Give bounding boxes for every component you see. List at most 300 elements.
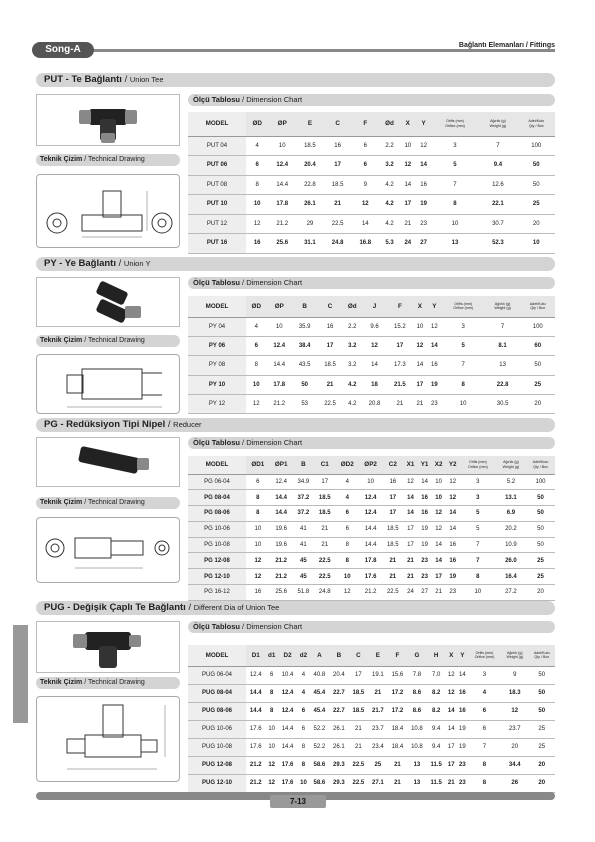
value-cell: 4.2 (379, 195, 400, 215)
value-cell: 5 (432, 156, 479, 176)
value-cell: 12 (246, 553, 270, 569)
value-cell: 4 (246, 317, 267, 336)
table-row (188, 684, 555, 702)
value-cell: 45 (293, 553, 314, 569)
value-cell: 4 (335, 474, 359, 490)
column-header: A (310, 645, 330, 666)
value-cell: 14.4 (267, 356, 292, 375)
value-cell: 50 (526, 537, 555, 553)
model-cell: PY 04 (188, 317, 246, 336)
product-photo-py (36, 277, 180, 327)
column-header: Ağırlık (g) Weight (g) (485, 296, 521, 317)
value-cell: 12 (400, 156, 416, 176)
value-cell: 50 (526, 521, 555, 537)
value-cell: 60 (521, 336, 555, 355)
value-cell: 14 (413, 356, 428, 375)
value-cell: 14 (457, 666, 468, 684)
column-header: ØP (268, 112, 296, 136)
value-cell: 16 (418, 506, 432, 522)
model-cell: PUT 16 (188, 234, 246, 254)
value-cell: 10 (359, 474, 382, 490)
value-cell: 26 (501, 774, 529, 792)
reducer-fitting-image (37, 438, 179, 486)
value-cell: 8 (246, 356, 267, 375)
value-cell: 14 (432, 537, 446, 553)
value-cell: 17.6 (246, 720, 266, 738)
value-cell: 58.6 (310, 756, 330, 774)
value-cell: 23 (416, 214, 432, 234)
column-header: G (407, 645, 427, 666)
value-cell: 21.2 (270, 553, 293, 569)
value-cell: 3 (442, 317, 485, 336)
column-header: D2 (278, 645, 298, 666)
column-header: ØP (267, 296, 292, 317)
value-cell: 8.2 (427, 684, 446, 702)
value-cell: 10 (267, 317, 292, 336)
value-cell: 10 (246, 521, 270, 537)
value-cell: 3.2 (379, 156, 400, 176)
column-header: Adet/Kutu Qty / Box (526, 456, 555, 474)
tech-drawing-label-pug: Teknik Çizim / Technical Drawing (36, 677, 180, 689)
value-cell: 8 (442, 375, 485, 394)
value-cell: 6 (468, 702, 501, 720)
value-cell: 16 (416, 175, 432, 195)
header-category: Bağlantı Elemanları / Fittings (458, 42, 555, 49)
value-cell: 8.6 (407, 702, 427, 720)
value-cell: 18.4 (388, 720, 408, 738)
value-cell: 20 (521, 395, 555, 414)
column-header: ØD (246, 296, 267, 317)
value-cell: 18.5 (382, 537, 403, 553)
value-cell: 13 (485, 356, 521, 375)
value-cell: 52.3 (478, 234, 517, 254)
value-cell: 29 (296, 214, 324, 234)
value-cell: 21.2 (246, 756, 266, 774)
value-cell: 14.4 (359, 537, 382, 553)
value-cell: 18.5 (314, 490, 335, 506)
y-fitting-image (37, 278, 179, 326)
value-cell: 8 (432, 195, 479, 215)
value-cell: 38.4 (292, 336, 317, 355)
column-header: E (368, 645, 388, 666)
column-header: D1 (246, 645, 266, 666)
value-cell: 21.7 (368, 702, 388, 720)
value-cell: 18 (362, 375, 387, 394)
value-cell: 12 (446, 490, 460, 506)
value-cell: 21 (324, 195, 352, 215)
value-cell: 19.6 (270, 537, 293, 553)
table-header-row (188, 112, 555, 136)
value-cell: 21 (432, 585, 446, 601)
value-cell: 4 (335, 490, 359, 506)
value-cell: 12.4 (246, 666, 266, 684)
value-cell: 19.6 (270, 521, 293, 537)
value-cell: 18.5 (324, 175, 352, 195)
value-cell: 12 (246, 395, 267, 414)
value-cell: 30.5 (485, 395, 521, 414)
value-cell: 21 (349, 720, 369, 738)
value-cell: 12.4 (359, 490, 382, 506)
column-header: Ød (343, 296, 362, 317)
model-cell: PY 08 (188, 356, 246, 375)
value-cell: 7 (485, 317, 521, 336)
value-cell: 12 (446, 684, 457, 702)
column-header: MODEL (188, 112, 246, 136)
value-cell: 9.4 (478, 156, 517, 176)
table-row (188, 506, 555, 522)
value-cell: 25.6 (268, 234, 296, 254)
value-cell: 11.5 (427, 756, 446, 774)
value-cell: 17 (314, 474, 335, 490)
value-cell: 21 (413, 395, 428, 414)
top-rule (92, 49, 555, 52)
column-header: X2 (432, 456, 446, 474)
value-cell: 16 (324, 136, 352, 156)
value-cell: 14 (432, 553, 446, 569)
column-header: ØD2 (335, 456, 359, 474)
value-cell: 8 (468, 774, 501, 792)
value-cell: 5 (442, 336, 485, 355)
column-header: X (400, 112, 416, 136)
value-cell: 22.5 (317, 395, 342, 414)
value-cell: 8.6 (407, 684, 427, 702)
model-cell: PUG 08-06 (188, 702, 246, 720)
value-cell: 21 (349, 738, 369, 756)
different-dia-tee-image (37, 622, 179, 672)
value-cell: 4 (246, 136, 268, 156)
value-cell: 27.2 (496, 585, 526, 601)
value-cell: 8 (266, 702, 278, 720)
value-cell: 20.2 (496, 521, 526, 537)
value-cell: 21 (400, 214, 416, 234)
column-header: J (362, 296, 387, 317)
value-cell: 12 (416, 136, 432, 156)
value-cell: 18.5 (317, 356, 342, 375)
value-cell: 17.8 (267, 375, 292, 394)
value-cell: 45.4 (310, 702, 330, 720)
value-cell: 18.3 (501, 684, 529, 702)
value-cell: 24.8 (314, 585, 335, 601)
value-cell: 25 (529, 738, 555, 756)
table-row (188, 553, 555, 569)
value-cell: 22.8 (485, 375, 521, 394)
value-cell: 4.2 (379, 175, 400, 195)
top-bar (32, 42, 555, 56)
value-cell: 4 (297, 666, 309, 684)
value-cell: 50 (526, 490, 555, 506)
value-cell: 25 (368, 756, 388, 774)
value-cell: 53 (292, 395, 317, 414)
value-cell: 21 (388, 774, 408, 792)
table-row (188, 195, 555, 215)
column-header: X (446, 645, 457, 666)
value-cell: 16 (382, 474, 403, 490)
value-cell: 25.6 (270, 585, 293, 601)
value-cell: 23 (457, 774, 468, 792)
dimension-chart-label-pg: Ölçü Tablosu / Dimension Chart (188, 437, 555, 449)
value-cell: 6 (351, 136, 379, 156)
value-cell: 19 (427, 375, 442, 394)
value-cell: 10.8 (407, 720, 427, 738)
value-cell: 26.1 (329, 720, 349, 738)
value-cell: 19 (457, 720, 468, 738)
value-cell: 10 (518, 234, 556, 254)
table-row (188, 521, 555, 537)
value-cell: 12 (432, 506, 446, 522)
dimension-table-pug (188, 645, 555, 793)
value-cell: 25 (518, 195, 556, 215)
technical-drawing-put (36, 174, 180, 248)
value-cell: 14 (446, 702, 457, 720)
column-header: ØP1 (270, 456, 293, 474)
value-cell: 21 (382, 569, 403, 585)
value-cell: 26.1 (329, 738, 349, 756)
column-header: B (293, 456, 314, 474)
value-cell: 5 (460, 521, 496, 537)
value-cell: 12.6 (478, 175, 517, 195)
model-cell: PUG 12-10 (188, 774, 246, 792)
value-cell: 52.2 (310, 738, 330, 756)
value-cell: 7.8 (407, 666, 427, 684)
value-cell: 12 (403, 474, 417, 490)
value-cell: 18.5 (349, 684, 369, 702)
value-cell: 20.8 (362, 395, 387, 414)
table-row (188, 720, 555, 738)
value-cell: 24 (403, 585, 417, 601)
dimension-table-py (188, 296, 555, 414)
table-row (188, 234, 555, 254)
value-cell: 31.1 (296, 234, 324, 254)
column-header: F (388, 645, 408, 666)
value-cell: 12 (446, 474, 460, 490)
value-cell: 21 (403, 569, 417, 585)
column-header: d2 (297, 645, 309, 666)
value-cell: 23 (418, 553, 432, 569)
value-cell: 17 (403, 521, 417, 537)
table-row (188, 490, 555, 506)
value-cell: 16.8 (351, 234, 379, 254)
section-title-pug: PUG - Değişik Çaplı Te Bağlantı / Different Dia of Union Tee (36, 601, 555, 615)
value-cell: 19 (418, 537, 432, 553)
column-header: MODEL (188, 296, 246, 317)
value-cell: 16 (317, 317, 342, 336)
model-cell: PG 08-06 (188, 506, 246, 522)
value-cell: 34.4 (501, 756, 529, 774)
value-cell: 24.8 (324, 234, 352, 254)
value-cell: 20.4 (296, 156, 324, 176)
value-cell: 14 (446, 720, 457, 738)
value-cell: 14.4 (270, 490, 293, 506)
column-header: Y (457, 645, 468, 666)
column-header: ØD (246, 112, 268, 136)
value-cell: 100 (526, 474, 555, 490)
value-cell: 3.2 (343, 356, 362, 375)
value-cell: 40.8 (310, 666, 330, 684)
value-cell: 17 (432, 569, 446, 585)
value-cell: 12 (266, 756, 278, 774)
column-header: Ağırlık (g) Weight (g) (478, 112, 517, 136)
table-row (188, 537, 555, 553)
value-cell: 19 (457, 738, 468, 756)
column-header: B (292, 296, 317, 317)
value-cell: 12.4 (268, 156, 296, 176)
y-drawing-diagram (37, 355, 179, 413)
table-row (188, 175, 555, 195)
value-cell: 14 (446, 521, 460, 537)
model-cell: PG 16-12 (188, 585, 246, 601)
table-header-row (188, 456, 555, 474)
value-cell: 45.4 (310, 684, 330, 702)
model-cell: PUG 10-06 (188, 720, 246, 738)
table-row (188, 569, 555, 585)
model-cell: PUT 04 (188, 136, 246, 156)
value-cell: 2.2 (379, 136, 400, 156)
value-cell: 5.3 (379, 234, 400, 254)
value-cell: 41 (293, 537, 314, 553)
value-cell: 19 (416, 195, 432, 215)
value-cell: 17 (403, 537, 417, 553)
value-cell: 14.4 (246, 702, 266, 720)
value-cell: 22.5 (382, 585, 403, 601)
value-cell: 10 (246, 375, 267, 394)
value-cell: 20 (518, 214, 556, 234)
value-cell: 17 (349, 666, 369, 684)
value-cell: 29.3 (329, 756, 349, 774)
value-cell: 21 (382, 553, 403, 569)
column-header: X1 (403, 456, 417, 474)
value-cell: 50 (521, 356, 555, 375)
value-cell: 8 (246, 506, 270, 522)
column-header: Ød (379, 112, 400, 136)
value-cell: 8.1 (485, 336, 521, 355)
value-cell: 21.2 (267, 395, 292, 414)
technical-drawing-pg (36, 517, 180, 583)
value-cell: 21 (314, 521, 335, 537)
value-cell: 12 (446, 666, 457, 684)
value-cell: 19.1 (368, 666, 388, 684)
value-cell: 18.4 (388, 738, 408, 756)
model-cell: PY 06 (188, 336, 246, 355)
tech-drawing-label-put: Teknik Çizim / Technical Drawing (36, 154, 180, 166)
section-title-pg: PG - Redüksiyon Tipi Nipel / Reducer (36, 418, 555, 432)
value-cell: 14.4 (270, 506, 293, 522)
value-cell: 16.4 (496, 569, 526, 585)
value-cell: 12 (501, 702, 529, 720)
technical-drawing-py (36, 354, 180, 414)
value-cell: 50 (529, 684, 555, 702)
value-cell: 3 (432, 136, 479, 156)
tech-drawing-label-pg: Teknik Çizim / Technical Drawing (36, 497, 180, 509)
column-header: Ağırlık (g) Weight (g) (501, 645, 529, 666)
column-header: Orifis (mm) Orifice (mm) (442, 296, 485, 317)
value-cell: 17.6 (359, 569, 382, 585)
value-cell: 16 (246, 234, 268, 254)
table-row (188, 585, 555, 601)
value-cell: 22.7 (329, 684, 349, 702)
value-cell: 50 (529, 702, 555, 720)
value-cell: 21.2 (359, 585, 382, 601)
value-cell: 18.5 (296, 136, 324, 156)
value-cell: 13 (432, 234, 479, 254)
value-cell: 16 (457, 684, 468, 702)
value-cell: 21 (314, 537, 335, 553)
column-header: MODEL (188, 645, 246, 666)
column-header: Y (427, 296, 442, 317)
value-cell: 10 (246, 537, 270, 553)
value-cell: 6 (297, 702, 309, 720)
value-cell: 9.4 (427, 720, 446, 738)
table-row (188, 317, 555, 336)
value-cell: 14 (416, 156, 432, 176)
column-header: Orifis (mm) Orifice (mm) (432, 112, 479, 136)
value-cell: 3.2 (343, 336, 362, 355)
table-row (188, 375, 555, 394)
value-cell: 8 (468, 756, 501, 774)
value-cell: 15.2 (387, 317, 412, 336)
value-cell: 20.4 (329, 666, 349, 684)
column-header: F (351, 112, 379, 136)
value-cell: 9.4 (427, 738, 446, 756)
value-cell: 10 (266, 738, 278, 756)
value-cell: 17 (324, 156, 352, 176)
value-cell: 18.5 (349, 702, 369, 720)
value-cell: 6 (468, 720, 501, 738)
dimension-chart-label-put: Ölçü Tablosu / Dimension Chart (188, 94, 555, 106)
column-header: Y1 (418, 456, 432, 474)
column-header: Y (416, 112, 432, 136)
value-cell: 34.9 (293, 474, 314, 490)
value-cell: 14.4 (359, 521, 382, 537)
value-cell: 21 (388, 756, 408, 774)
value-cell: 17.8 (359, 553, 382, 569)
value-cell: 27.1 (368, 774, 388, 792)
value-cell: 17 (382, 490, 403, 506)
value-cell: 14 (418, 474, 432, 490)
table-row (188, 395, 555, 414)
value-cell: 10 (268, 136, 296, 156)
product-photo-put (36, 94, 180, 146)
value-cell: 50 (526, 506, 555, 522)
value-cell: 21.2 (246, 774, 266, 792)
table-row (188, 214, 555, 234)
value-cell: 6 (351, 156, 379, 176)
value-cell: 14 (446, 506, 460, 522)
value-cell: 6.9 (496, 506, 526, 522)
value-cell: 8 (460, 569, 496, 585)
column-header: X (413, 296, 428, 317)
column-header: C1 (314, 456, 335, 474)
product-photo-pug (36, 621, 180, 673)
value-cell: 21 (403, 553, 417, 569)
model-cell: PUG 10-08 (188, 738, 246, 756)
table-row (188, 666, 555, 684)
value-cell: 14.4 (246, 684, 266, 702)
value-cell: 20 (529, 774, 555, 792)
value-cell: 10 (246, 195, 268, 215)
dimension-chart-label-pug: Ölçü Tablosu / Dimension Chart (188, 621, 555, 633)
table-row (188, 774, 555, 792)
value-cell: 8 (335, 553, 359, 569)
value-cell: 23 (446, 585, 460, 601)
value-cell: 17.6 (278, 756, 298, 774)
model-cell: PUG 12-08 (188, 756, 246, 774)
section-title-py: PY - Ye Bağlantı / Union Y (36, 257, 555, 271)
value-cell: 17 (382, 506, 403, 522)
value-cell: 10.9 (496, 537, 526, 553)
value-cell: 14.4 (268, 175, 296, 195)
value-cell: 50 (518, 156, 556, 176)
value-cell: 16 (418, 490, 432, 506)
